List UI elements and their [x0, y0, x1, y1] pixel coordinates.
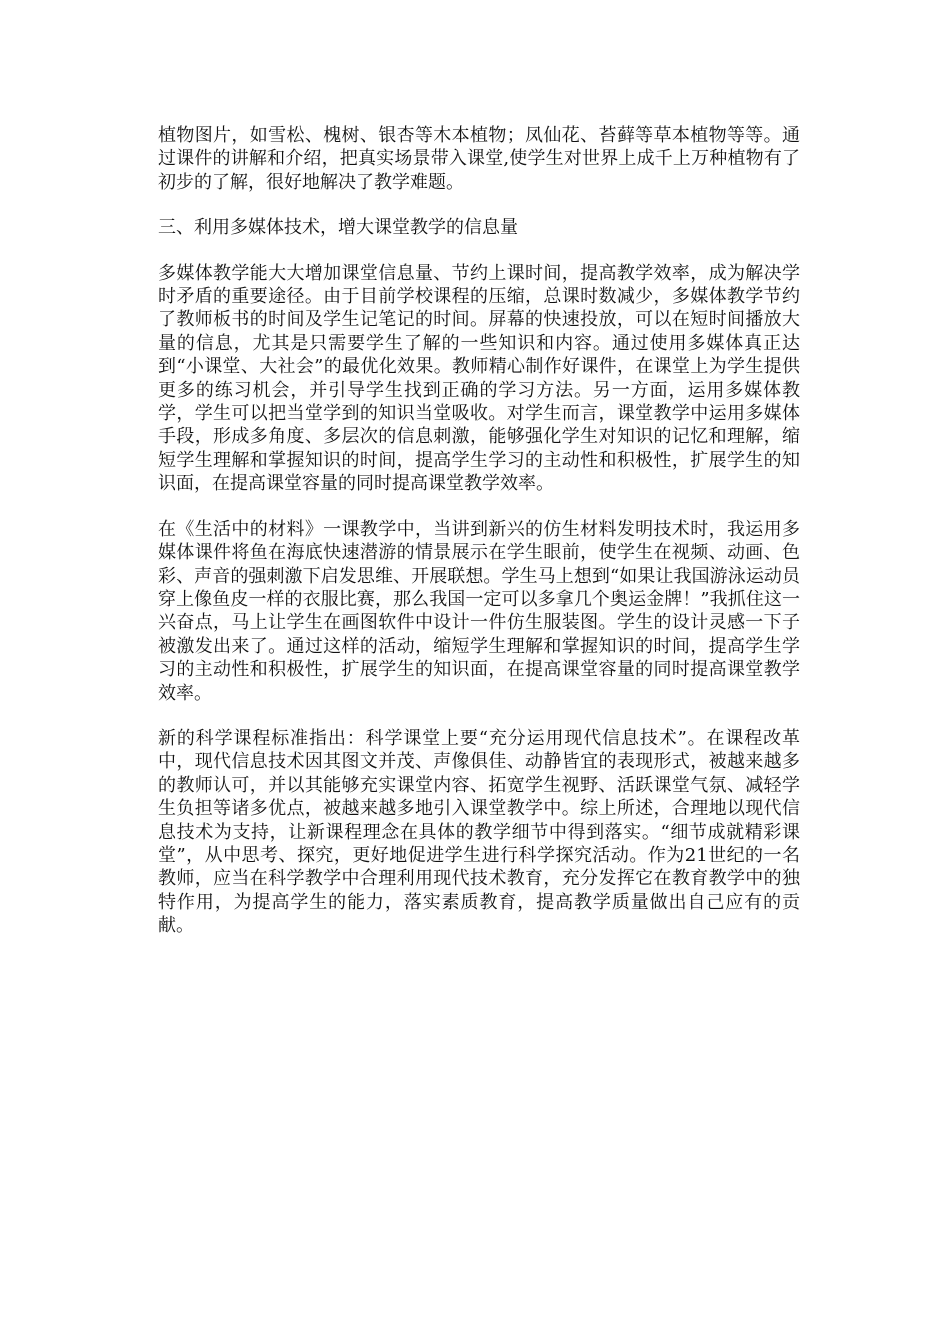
section-heading: 三、利用多媒体技术，增大课堂教学的信息量	[158, 217, 518, 239]
paragraph-materials-example: 在《生活中的材料》一课教学中，当讲到新兴的仿生材料发明技术时，我运用多媒体课件将鱼在海底快速潜游的情景展示在学生眼前，使学生在视频、动画、色彩、声音的强刺激下启发思维、开展联想。学生马上想到“如果让我国游泳运动员穿上像鱼皮一样的衣服比赛，那么我国一定可以多拿几个奥运金牌！”我抓住这一兴奋点，马上让学生在画图软件中设计一件仿生服装图。学生的设计灵感一下子被激发出来了。通过这样的活动，缩短学生理解和掌握知识的时间，提高学生学习的主动性和积极性，扩展学生的知识面，在提高课堂容量的同时提高课堂教学效率。	[158, 518, 800, 704]
paragraph-continuation: 植物图片，如雪松、槐树、银杏等木本植物；凤仙花、苔藓等草本植物等等。通过课件的讲解和介绍，把真实场景带入课堂,使学生对世界上成千上万种植物有了初步的了解，很好地解决了教学难题。	[158, 125, 800, 193]
paragraph-conclusion: 新的科学课程标准指出：科学课堂上要“充分运用现代信息技术”。在课程改革中，现代信息技术因其图文并茂、声像俱佳、动静皆宜的表现形式，被越来越多的教师认可，并以其能够充实课堂内容、拓宽学生视野、活跃课堂气氛、减轻学生负担等诸多优点，被越来越多地引入课堂教学中。综上所述，合理地以现代信息技术为支持，让新课程理念在具体的教学细节中得到落实。“细节成就精彩课堂”，从中思考、探究，更好地促进学生进行科学探究活动。作为21世纪的一名教师，应当在科学教学中合理利用现代技术教育，充分发挥它在教育教学中的独特作用，为提高学生的能力，落实素质教育，提高教学质量做出自己应有的贡献。	[158, 727, 800, 937]
paragraph-multimedia-benefits: 多媒体教学能大大增加课堂信息量、节约上课时间，提高教学效率，成为解决学时矛盾的重要途径。由于目前学校课程的压缩，总课时数减少，多媒体教学节约了教师板书的时间及学生记笔记的时间。屏幕的快速投放，可以在短时间播放大量的信息，尤其是只需要学生了解的一些知识和内容。通过使用多媒体真正达到“小课堂、大社会”的最优化效果。教师精心制作好课件，在课堂上为学生提供更多的练习机会，并引导学生找到正确的学习方法。另一方面，运用多媒体教学，学生可以把当堂学到的知识当堂吸收。对学生而言，课堂教学中运用多媒体手段，形成多角度、多层次的信息刺激，能够强化学生对知识的记忆和理解，缩短学生理解和掌握知识的时间，提高学生学习的主动性和积极性，扩展学生的知识面，在提高课堂容量的同时提高课堂教学效率。	[158, 262, 800, 495]
document-body	[158, 124, 800, 938]
